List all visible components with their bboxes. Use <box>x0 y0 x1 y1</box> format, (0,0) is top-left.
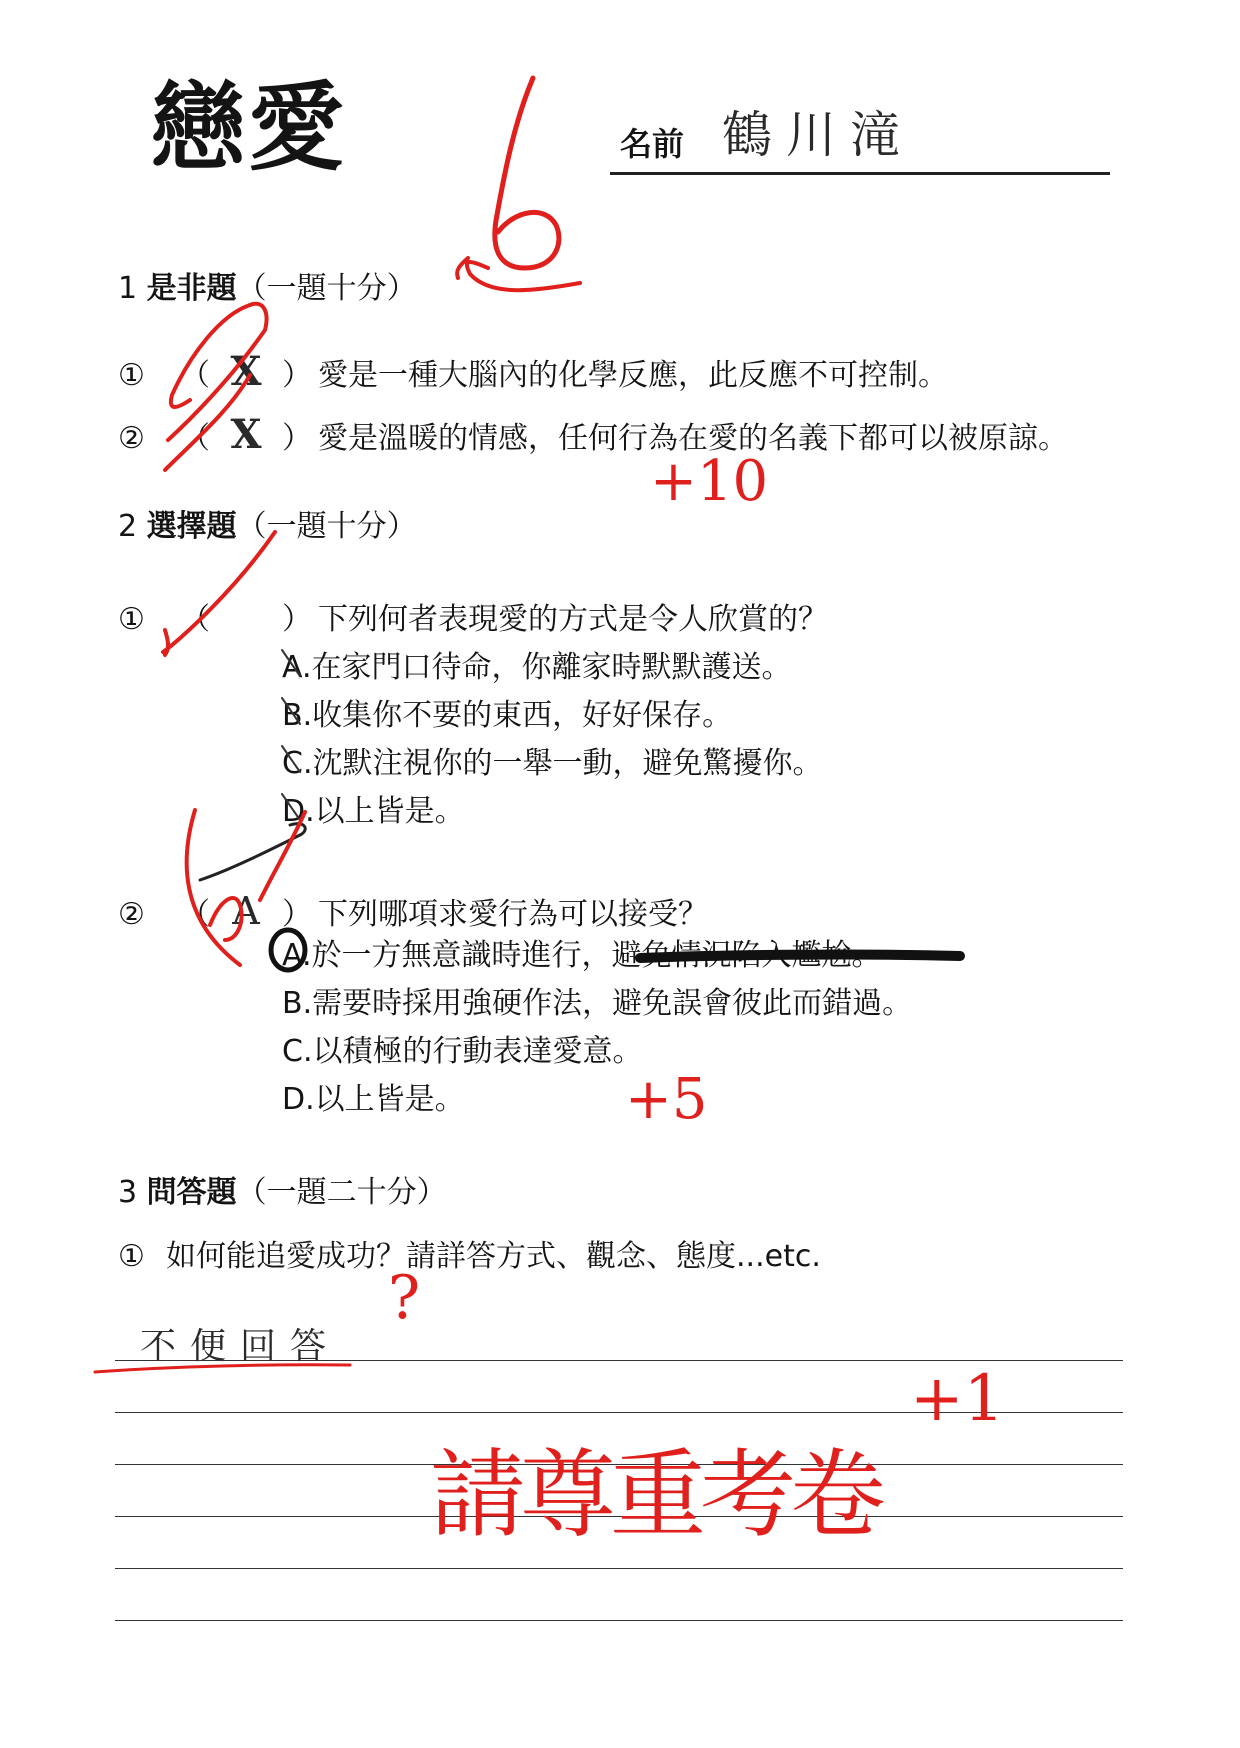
name-label: 名前 <box>620 125 685 163</box>
paren-close: ） <box>282 421 312 456</box>
s3-score: +1 <box>910 1362 1005 1436</box>
s1-score: +10 <box>650 449 769 514</box>
answer-scribble <box>200 824 305 880</box>
answer-scribble <box>187 810 240 965</box>
option-d: D.以上皆是。 <box>282 1082 465 1117</box>
answer-line <box>115 1620 1123 1621</box>
option-c: C.以積極的行動表達愛意。 <box>282 1034 643 1069</box>
total-score-tail <box>467 262 580 290</box>
section-title: 選擇題 <box>146 509 237 544</box>
option-b: B.收集你不要的東西，好好保存。 <box>282 698 733 733</box>
answer-mark: X <box>230 348 262 395</box>
question-number: ② <box>118 897 145 932</box>
paren-open: （ <box>180 602 210 637</box>
mc-question-1 <box>118 602 828 637</box>
section-3-heading <box>118 1175 447 1210</box>
section-number: 2 <box>118 509 138 544</box>
paren-close: ） <box>282 897 312 932</box>
option-a: A.在家門口待命，你離家時默默護送。 <box>282 650 792 685</box>
option-c: C.沈默注視你的一舉一動，避免驚擾你。 <box>282 746 823 781</box>
question-mark: ? <box>388 1263 421 1333</box>
paren-open: （ <box>180 421 210 456</box>
question-text: 愛是一種大腦內的化學反應，此反應不可控制。 <box>318 358 948 393</box>
section-number: 3 <box>118 1175 138 1210</box>
mc-question-2 <box>118 889 708 933</box>
option-d: D.以上皆是。 <box>282 794 465 829</box>
answer-line <box>115 1516 1123 1517</box>
page-title: 戀愛 <box>150 72 346 184</box>
answer-mark: A <box>232 889 260 933</box>
paren-close: ） <box>282 358 312 393</box>
paren-open: （ <box>180 897 210 932</box>
answer-line <box>115 1568 1123 1569</box>
paren-close: ） <box>282 602 312 637</box>
question-text: 如何能追愛成功？請詳答方式、觀念、態度...etc. <box>166 1239 821 1274</box>
grader-comment: 請尊重考卷 <box>430 1439 880 1551</box>
answer-line <box>115 1464 1123 1465</box>
tf-question-2 <box>118 411 1068 458</box>
question-text: 愛是溫暖的情感，任何行為在愛的名義下都可以被原諒。 <box>318 421 1068 456</box>
question-text: 下列哪項求愛行為可以接受？ <box>318 897 708 932</box>
section-1-heading <box>118 271 417 306</box>
tf-question-1 <box>118 348 948 395</box>
essay-question <box>118 1239 821 1274</box>
question-number: ② <box>118 421 145 456</box>
essay-answer: 不便回答 <box>140 1326 341 1367</box>
section-points: （一題十分） <box>236 509 417 544</box>
question-number: ① <box>118 358 145 393</box>
paren-open: （ <box>180 358 210 393</box>
option-a: A.於一方無意識時進行，避免情況陷入尷尬。 <box>282 938 882 973</box>
section-title: 是非題 <box>146 271 237 306</box>
answer-line <box>115 1360 1123 1361</box>
answer-line <box>115 1412 1123 1413</box>
section-2-heading <box>118 509 417 544</box>
total-score-hook <box>457 258 468 278</box>
answer-mark: X <box>230 411 262 458</box>
s2-score: +5 <box>625 1067 708 1132</box>
section-points: （一題十分） <box>236 271 417 306</box>
question-text: 下列何者表現愛的方式是令人欣賞的？ <box>318 602 828 637</box>
section-number: 1 <box>118 271 138 306</box>
option-b: B.需要時採用強硬作法，避免誤會彼此而錯過。 <box>282 986 913 1021</box>
question-number: ① <box>118 602 145 637</box>
name-underline <box>610 172 1110 175</box>
student-name: 鶴川滝 <box>722 106 914 164</box>
section-points: （一題二十分） <box>236 1175 447 1210</box>
total-score-stroke <box>495 78 559 268</box>
section-title: 問答題 <box>146 1175 237 1210</box>
question-number: ① <box>118 1239 145 1274</box>
